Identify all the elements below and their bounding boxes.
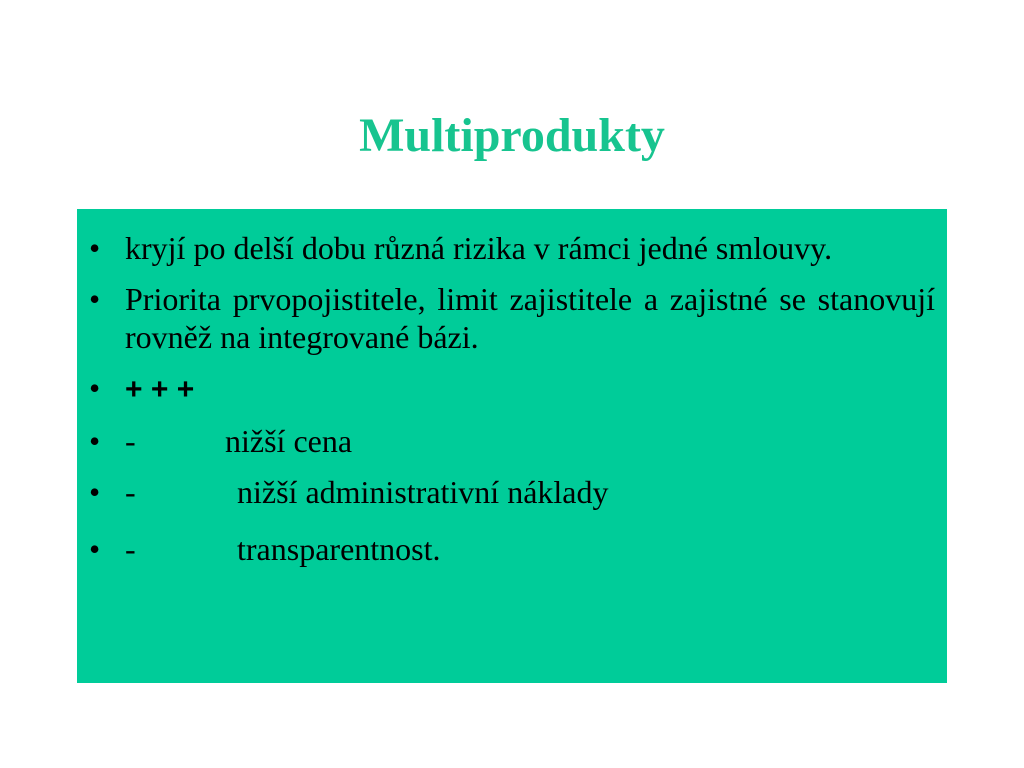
- bullet-text: + + +: [125, 373, 195, 406]
- bullet-item: [89, 530, 935, 568]
- bullet-icon: •: [89, 474, 101, 510]
- bullet-icon: •: [89, 370, 101, 406]
- bullet-icon: •: [89, 281, 101, 317]
- bullet-item: [89, 473, 935, 511]
- slide-title: Multiprodukty: [359, 109, 665, 162]
- bullet-item: [89, 369, 935, 409]
- bullet-text: transparentnost.: [237, 531, 441, 567]
- bullet-icon: •: [89, 423, 101, 459]
- bullet-text: nižší cena: [225, 423, 353, 459]
- bullet-text: Priorita prvopojistitele, limit zajistitele a zajistné se stanovují rovněž na integrované bázi.: [125, 281, 935, 355]
- bullet-list: [89, 229, 935, 568]
- bullet-text: kryjí po delší dobu různá rizika v rámci jedné smlouvy.: [125, 230, 833, 266]
- bullet-item: [89, 280, 935, 356]
- bullet-icon: •: [89, 531, 101, 567]
- bullet-item: [89, 229, 935, 267]
- content-box: [77, 209, 947, 683]
- dash-marker: -: [125, 423, 136, 459]
- bullet-item: [89, 422, 935, 460]
- dash-marker: -: [125, 531, 136, 567]
- bullet-text: nižší administrativní náklady: [237, 474, 609, 510]
- dash-marker: -: [125, 474, 136, 510]
- bullet-icon: •: [89, 230, 101, 266]
